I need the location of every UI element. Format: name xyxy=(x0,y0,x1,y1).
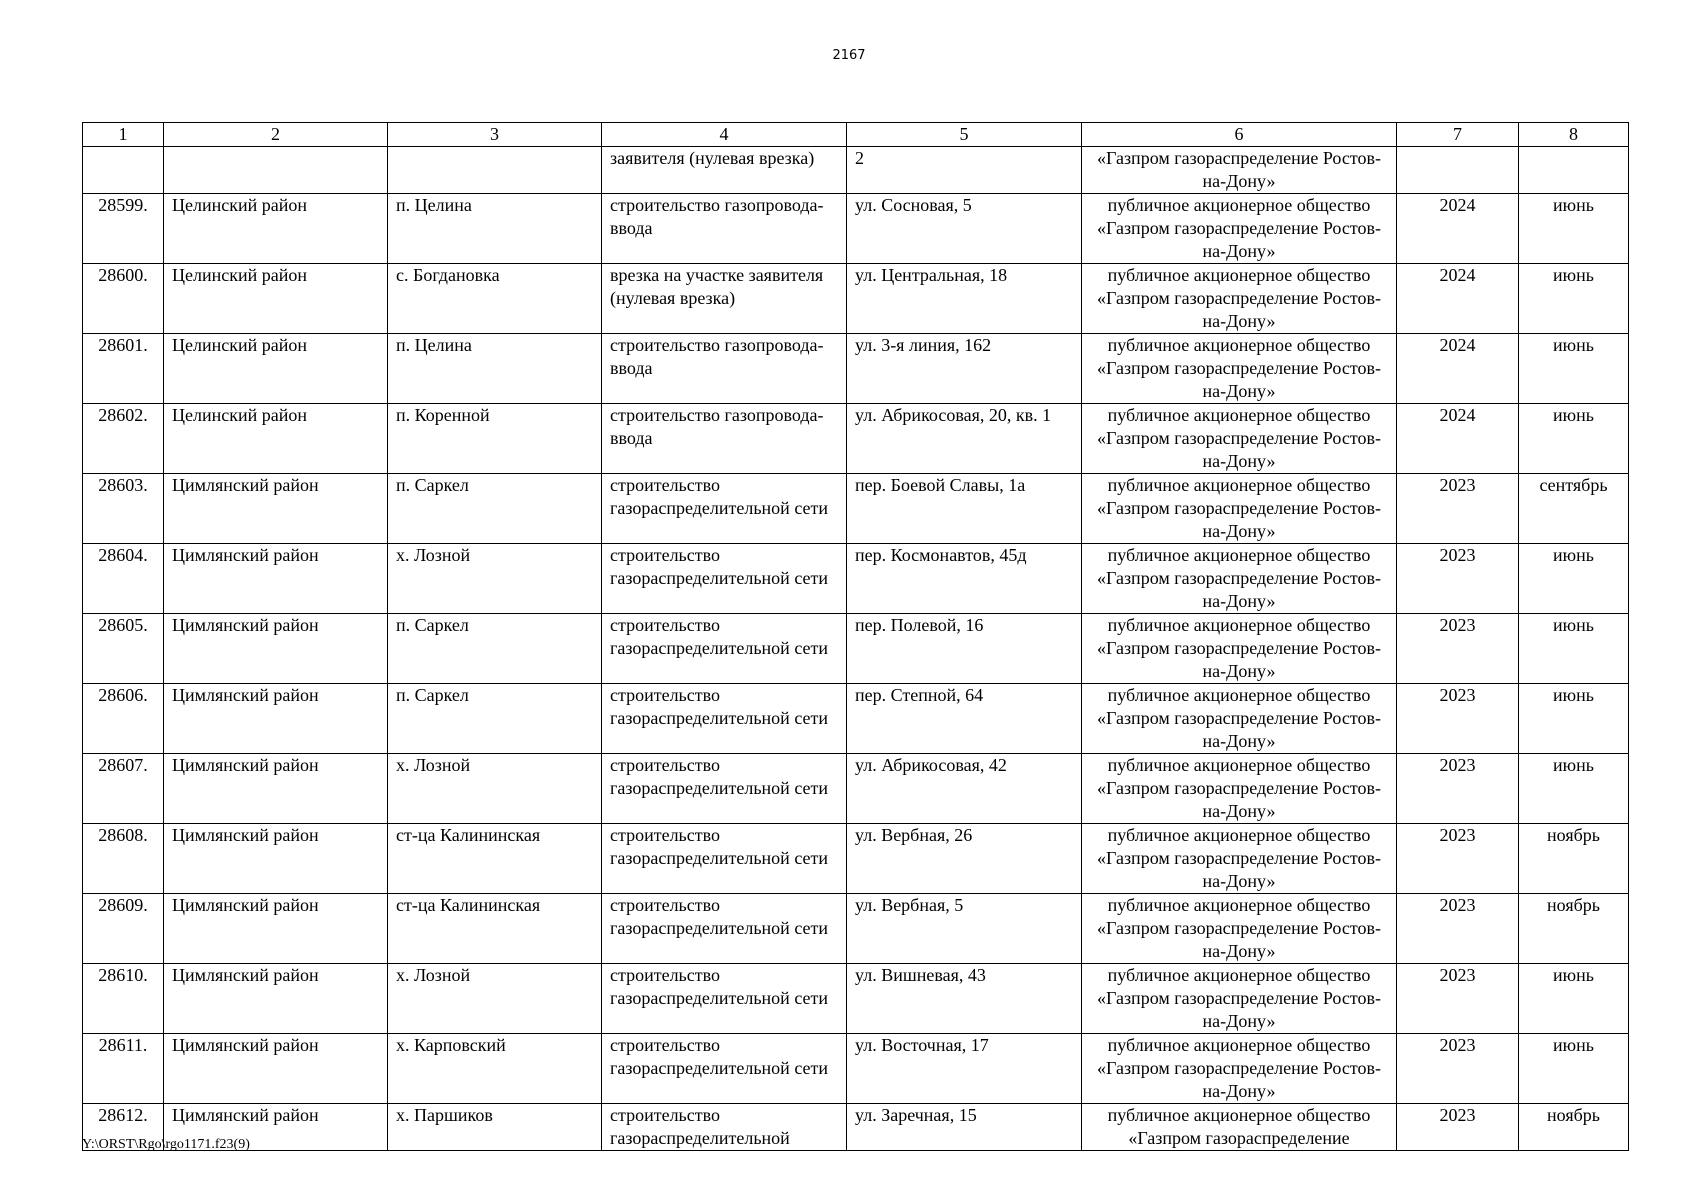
year-cell: 2024 xyxy=(1397,194,1519,264)
organization-cell: публичное акционерное общество «Газпром газораспределение Ростов-на-Дону» xyxy=(1082,474,1397,544)
row-number-cell: 28606. xyxy=(83,684,164,754)
settlement-cell: п. Саркел xyxy=(388,614,602,684)
district-cell: Цимлянский район xyxy=(164,964,388,1034)
district-cell: Целинский район xyxy=(164,404,388,474)
address-cell: ул. Вербная, 26 xyxy=(847,824,1082,894)
work-type-cell: строительство газораспределительной сети xyxy=(602,894,847,964)
file-path-footer: Y:\ORST\Rgo\rgo1171.f23(9) xyxy=(82,1137,250,1152)
year-cell xyxy=(1397,147,1519,194)
year-cell: 2024 xyxy=(1397,264,1519,334)
month-cell: июнь xyxy=(1519,194,1629,264)
organization-cell: публичное акционерное общество «Газпром газораспределение Ростов-на-Дону» xyxy=(1082,824,1397,894)
organization-cell: публичное акционерное общество «Газпром газораспределение xyxy=(1082,1104,1397,1151)
organization-cell: публичное акционерное общество «Газпром газораспределение Ростов-на-Дону» xyxy=(1082,754,1397,824)
settlement-cell: ст-ца Калининская xyxy=(388,894,602,964)
work-type-cell: заявителя (нулевая врезка) xyxy=(602,147,847,194)
work-type-cell: строительство газораспределительной xyxy=(602,1104,847,1151)
district-cell: Цимлянский район xyxy=(164,1104,388,1151)
row-number-cell: 28611. xyxy=(83,1034,164,1104)
settlement-cell: х. Лозной xyxy=(388,754,602,824)
work-type-cell: строительство газораспределительной сети xyxy=(602,1034,847,1104)
header-cell: 1 xyxy=(83,123,164,147)
month-cell: июнь xyxy=(1519,684,1629,754)
work-type-cell: врезка на участке заявителя (нулевая врезка) xyxy=(602,264,847,334)
district-cell: Цимлянский район xyxy=(164,614,388,684)
table-row xyxy=(83,684,1629,754)
address-cell: ул. Заречная, 15 xyxy=(847,1104,1082,1151)
header-cell: 7 xyxy=(1397,123,1519,147)
work-type-cell: строительство газораспределительной сети xyxy=(602,544,847,614)
header-cell: 4 xyxy=(602,123,847,147)
table-row xyxy=(83,544,1629,614)
row-number-cell: 28600. xyxy=(83,264,164,334)
organization-cell: публичное акционерное общество «Газпром газораспределение Ростов-на-Дону» xyxy=(1082,544,1397,614)
settlement-cell: п. Целина xyxy=(388,334,602,404)
header-cell: 8 xyxy=(1519,123,1629,147)
year-cell: 2023 xyxy=(1397,894,1519,964)
address-cell: ул. Абрикосовая, 42 xyxy=(847,754,1082,824)
month-cell: июнь xyxy=(1519,264,1629,334)
table-row xyxy=(83,264,1629,334)
year-cell: 2024 xyxy=(1397,334,1519,404)
table-row xyxy=(83,404,1629,474)
month-cell: ноябрь xyxy=(1519,1104,1629,1151)
month-cell: июнь xyxy=(1519,1034,1629,1104)
table-row xyxy=(83,1104,1629,1151)
month-cell: июнь xyxy=(1519,754,1629,824)
table-row xyxy=(83,1034,1629,1104)
settlement-cell: п. Коренной xyxy=(388,404,602,474)
year-cell: 2023 xyxy=(1397,964,1519,1034)
district-cell: Целинский район xyxy=(164,264,388,334)
address-cell: пер. Космонавтов, 45д xyxy=(847,544,1082,614)
row-number-cell: 28610. xyxy=(83,964,164,1034)
settlement-cell: п. Целина xyxy=(388,194,602,264)
header-cell: 5 xyxy=(847,123,1082,147)
address-cell: пер. Степной, 64 xyxy=(847,684,1082,754)
settlement-cell xyxy=(388,147,602,194)
organization-cell: публичное акционерное общество «Газпром газораспределение Ростов-на-Дону» xyxy=(1082,194,1397,264)
table-row xyxy=(83,894,1629,964)
settlement-cell: х. Лозной xyxy=(388,964,602,1034)
table-row xyxy=(83,964,1629,1034)
year-cell: 2023 xyxy=(1397,474,1519,544)
settlement-cell: х. Лозной xyxy=(388,544,602,614)
organization-cell: публичное акционерное общество «Газпром газораспределение Ростов-на-Дону» xyxy=(1082,964,1397,1034)
row-number-cell: 28609. xyxy=(83,894,164,964)
month-cell xyxy=(1519,147,1629,194)
month-cell: июнь xyxy=(1519,334,1629,404)
year-cell: 2024 xyxy=(1397,404,1519,474)
month-cell: июнь xyxy=(1519,404,1629,474)
address-cell: ул. 3-я линия, 162 xyxy=(847,334,1082,404)
organization-cell: публичное акционерное общество «Газпром газораспределение Ростов-на-Дону» xyxy=(1082,264,1397,334)
settlement-cell: п. Саркел xyxy=(388,684,602,754)
settlement-cell: ст-ца Калининская xyxy=(388,824,602,894)
settlement-cell: п. Саркел xyxy=(388,474,602,544)
row-number-cell: 28599. xyxy=(83,194,164,264)
table-row xyxy=(83,194,1629,264)
organization-cell: публичное акционерное общество «Газпром газораспределение Ростов-на-Дону» xyxy=(1082,614,1397,684)
organization-cell: «Газпром газораспределение Ростов-на-Дону» xyxy=(1082,147,1397,194)
month-cell: июнь xyxy=(1519,614,1629,684)
year-cell: 2023 xyxy=(1397,684,1519,754)
address-cell: ул. Центральная, 18 xyxy=(847,264,1082,334)
year-cell: 2023 xyxy=(1397,544,1519,614)
organization-cell: публичное акционерное общество «Газпром газораспределение Ростов-на-Дону» xyxy=(1082,684,1397,754)
year-cell: 2023 xyxy=(1397,824,1519,894)
month-cell: ноябрь xyxy=(1519,894,1629,964)
month-cell: сентябрь xyxy=(1519,474,1629,544)
district-cell xyxy=(164,147,388,194)
address-cell: ул. Вербная, 5 xyxy=(847,894,1082,964)
work-type-cell: строительство газораспределительной сети xyxy=(602,614,847,684)
table-row xyxy=(83,147,1629,194)
year-cell: 2023 xyxy=(1397,1104,1519,1151)
header-cell: 6 xyxy=(1082,123,1397,147)
row-number-cell: 28603. xyxy=(83,474,164,544)
table-row xyxy=(83,334,1629,404)
table-row xyxy=(83,614,1629,684)
month-cell: июнь xyxy=(1519,544,1629,614)
address-cell: пер. Боевой Славы, 1а xyxy=(847,474,1082,544)
work-type-cell: строительство газопровода-ввода xyxy=(602,194,847,264)
organization-cell: публичное акционерное общество «Газпром газораспределение Ростов-на-Дону» xyxy=(1082,334,1397,404)
year-cell: 2023 xyxy=(1397,1034,1519,1104)
settlement-cell: с. Богдановка xyxy=(388,264,602,334)
address-cell: ул. Абрикосовая, 20, кв. 1 xyxy=(847,404,1082,474)
work-type-cell: строительство газораспределительной сети xyxy=(602,754,847,824)
settlement-cell: х. Паршиков xyxy=(388,1104,602,1151)
district-cell: Цимлянский район xyxy=(164,824,388,894)
header-cell: 2 xyxy=(164,123,388,147)
address-cell: ул. Восточная, 17 xyxy=(847,1034,1082,1104)
month-cell: ноябрь xyxy=(1519,824,1629,894)
settlement-cell: х. Карповский xyxy=(388,1034,602,1104)
organization-cell: публичное акционерное общество «Газпром газораспределение Ростов-на-Дону» xyxy=(1082,894,1397,964)
address-cell: ул. Вишневая, 43 xyxy=(847,964,1082,1034)
row-number-cell xyxy=(83,147,164,194)
work-type-cell: строительство газораспределительной сети xyxy=(602,824,847,894)
work-type-cell: строительство газораспределительной сети xyxy=(602,964,847,1034)
work-type-cell: строительство газораспределительной сети xyxy=(602,474,847,544)
row-number-cell: 28604. xyxy=(83,544,164,614)
district-cell: Целинский район xyxy=(164,194,388,264)
row-number-cell: 28605. xyxy=(83,614,164,684)
work-type-cell: строительство газораспределительной сети xyxy=(602,684,847,754)
row-number-cell: 28601. xyxy=(83,334,164,404)
row-number-cell: 28608. xyxy=(83,824,164,894)
header-cell: 3 xyxy=(388,123,602,147)
organization-cell: публичное акционерное общество «Газпром газораспределение Ростов-на-Дону» xyxy=(1082,404,1397,474)
work-type-cell: строительство газопровода-ввода xyxy=(602,404,847,474)
organization-cell: публичное акционерное общество «Газпром газораспределение Ростов-на-Дону» xyxy=(1082,1034,1397,1104)
table-row xyxy=(83,824,1629,894)
table-row xyxy=(83,754,1629,824)
row-number-cell: 28602. xyxy=(83,404,164,474)
district-cell: Цимлянский район xyxy=(164,894,388,964)
table-row xyxy=(83,474,1629,544)
year-cell: 2023 xyxy=(1397,754,1519,824)
row-number-cell: 28612. xyxy=(83,1104,164,1151)
data-table xyxy=(82,122,1629,1151)
work-type-cell: строительство газопровода-ввода xyxy=(602,334,847,404)
address-cell: 2 xyxy=(847,147,1082,194)
address-cell: ул. Сосновая, 5 xyxy=(847,194,1082,264)
district-cell: Цимлянский район xyxy=(164,684,388,754)
month-cell: июнь xyxy=(1519,964,1629,1034)
page-number: 2167 xyxy=(832,48,866,63)
header-row xyxy=(83,123,1629,147)
district-cell: Цимлянский район xyxy=(164,754,388,824)
address-cell: пер. Полевой, 16 xyxy=(847,614,1082,684)
year-cell: 2023 xyxy=(1397,614,1519,684)
district-cell: Цимлянский район xyxy=(164,474,388,544)
district-cell: Цимлянский район xyxy=(164,1034,388,1104)
district-cell: Цимлянский район xyxy=(164,544,388,614)
district-cell: Целинский район xyxy=(164,334,388,404)
row-number-cell: 28607. xyxy=(83,754,164,824)
